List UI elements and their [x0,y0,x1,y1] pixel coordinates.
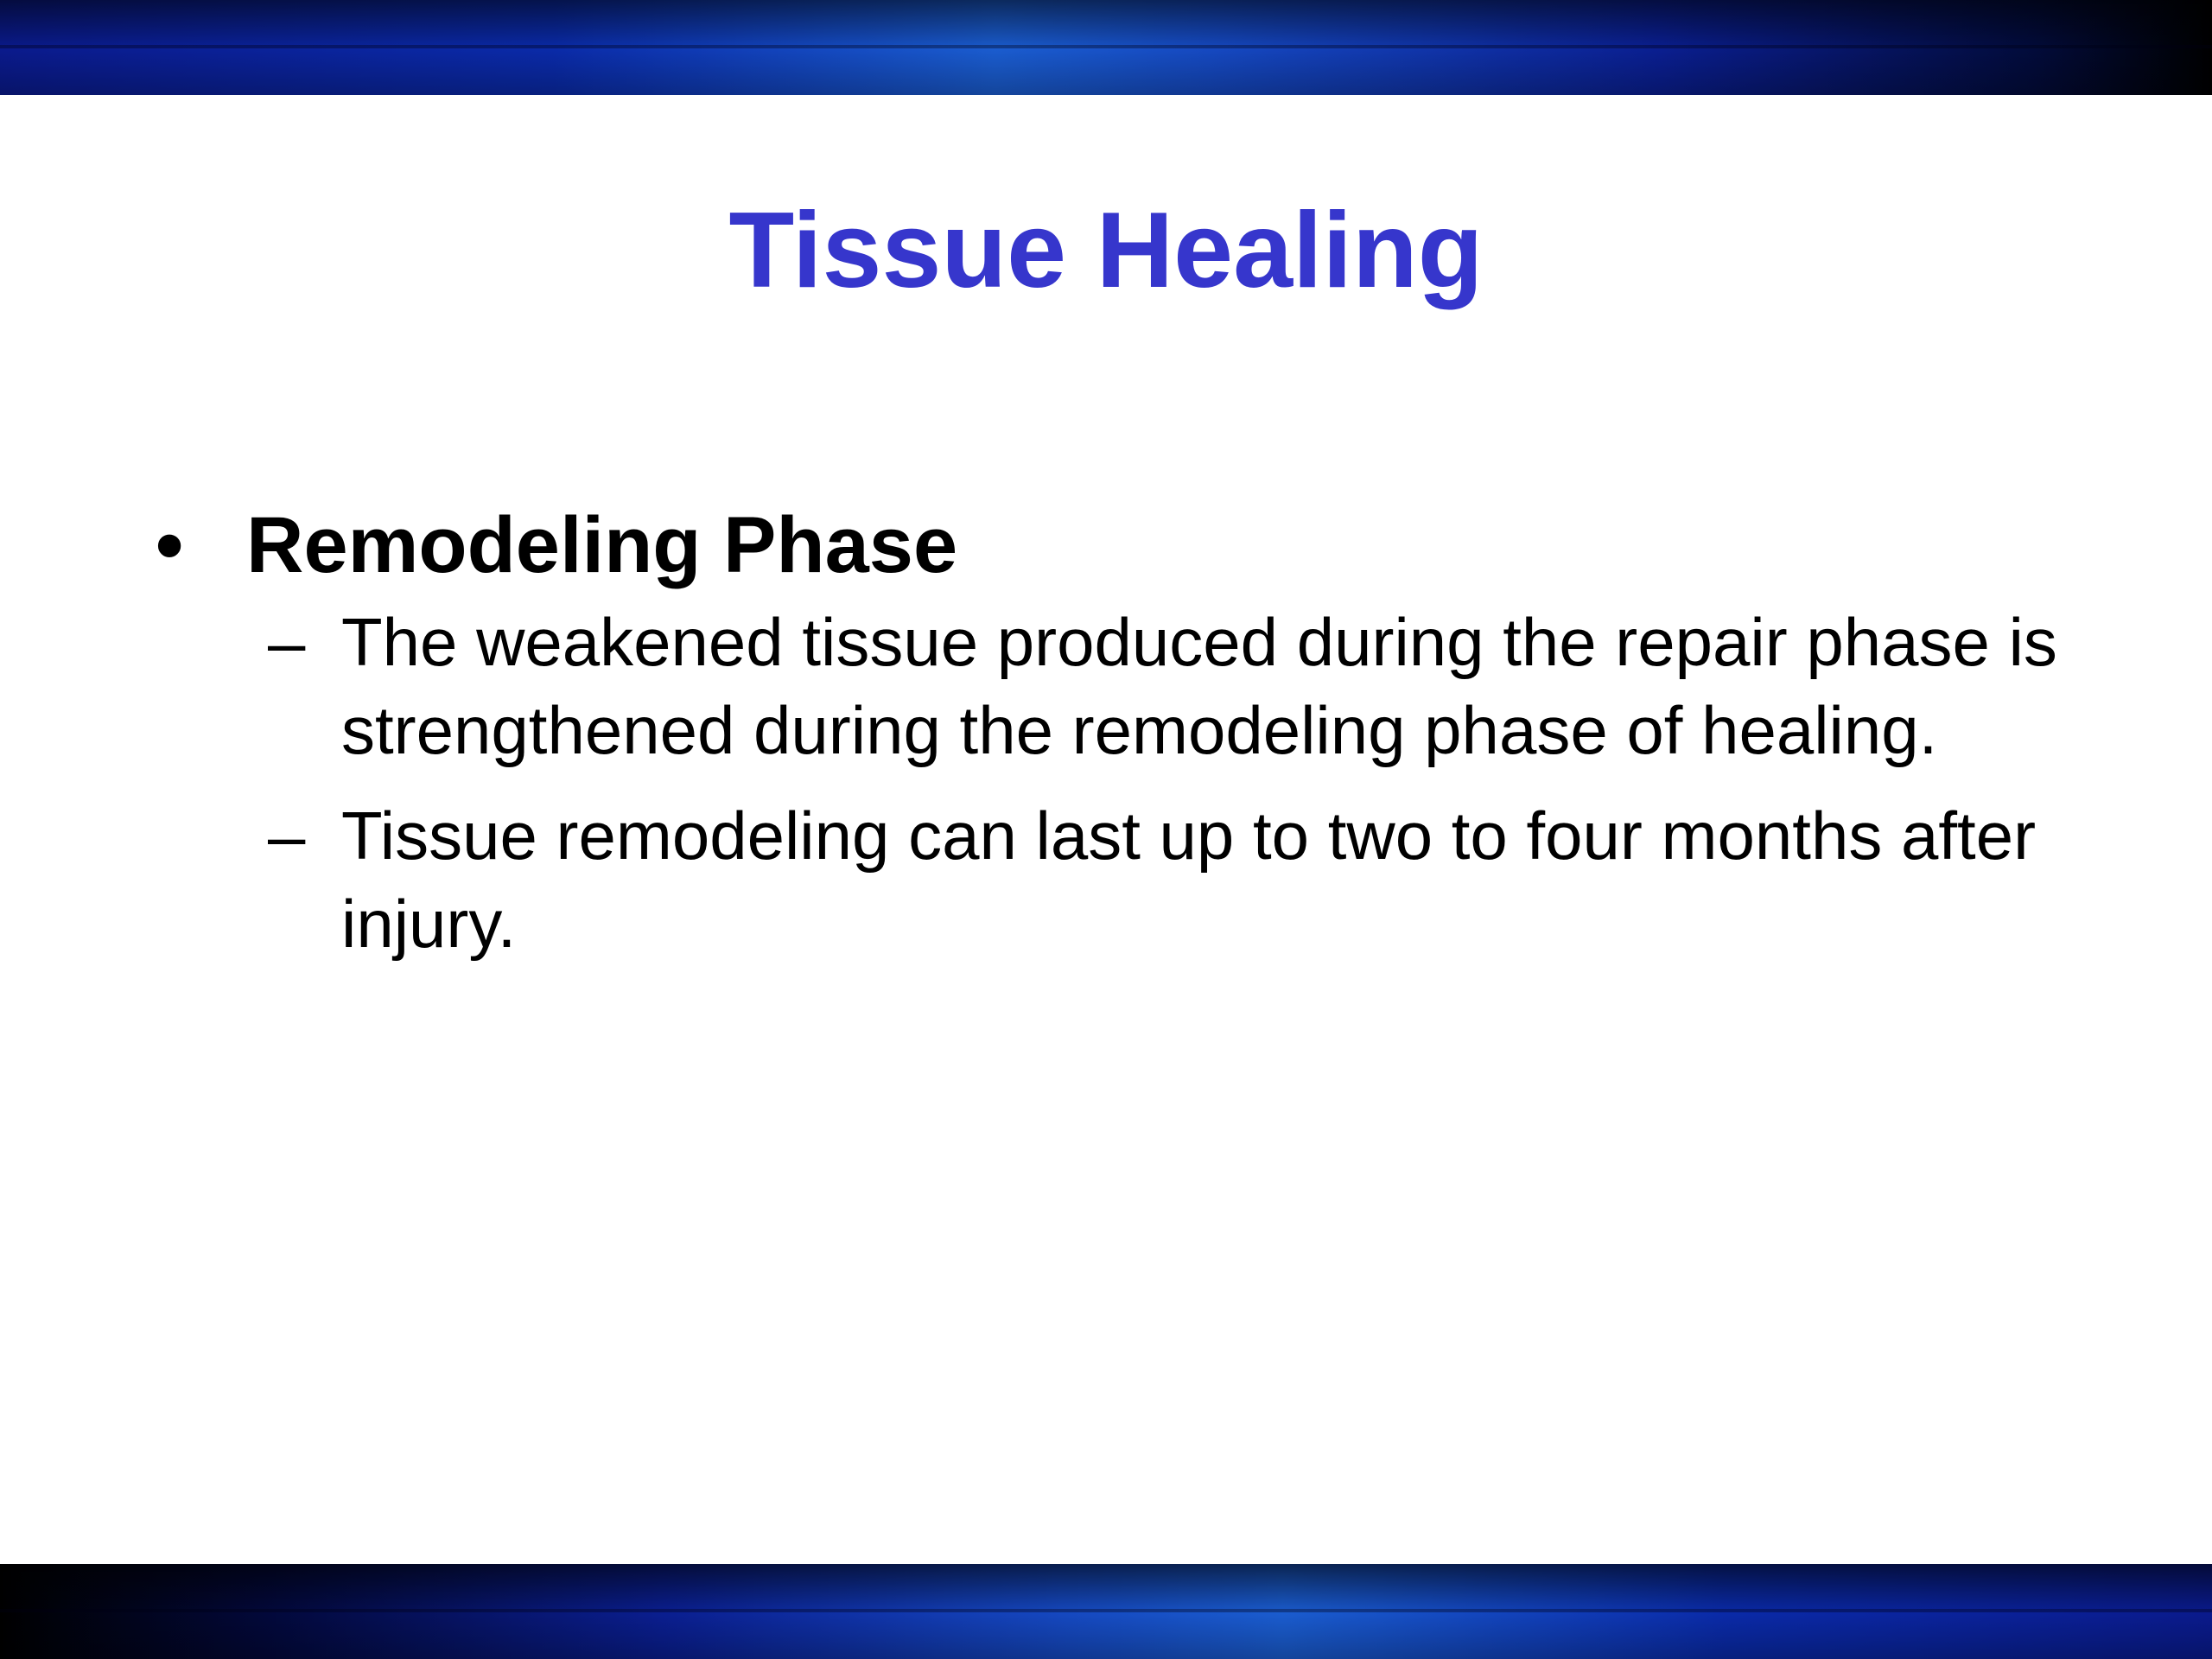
dash-marker: – [268,604,306,680]
sub-bullet-text: Tissue remodeling can last up to two to four months after injury. [341,798,2037,962]
sub-bullet-list [156,598,2100,968]
slide-body [156,493,2100,985]
dash-marker: – [268,798,306,874]
bullet-item [156,493,2100,598]
sub-bullet-text: The weakened tissue produced during the repair phase is strengthened during the remodeling phase of healing. [341,604,2057,768]
bottom-decorative-band [0,1564,2212,1659]
bullet-text: Remodeling Phase [246,501,958,589]
top-decorative-band [0,0,2212,95]
sub-bullet-item [156,598,2113,774]
slide-title: Tissue Healing [728,191,1484,310]
sub-bullet-item [156,791,2113,968]
bullet-marker: • [156,501,184,589]
